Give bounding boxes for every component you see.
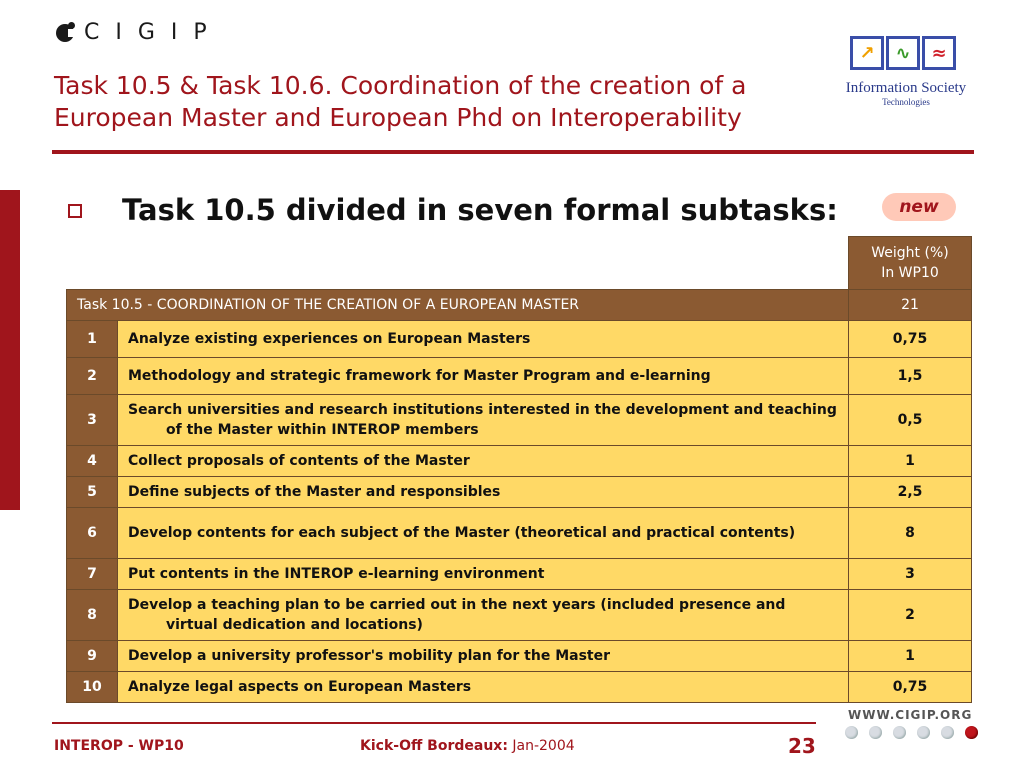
row-weight: 2 <box>849 590 972 641</box>
wave-icon: ∿ <box>886 36 920 70</box>
row-description <box>118 395 849 446</box>
row-description-text: Put contents in the INTEROP e-learning environment <box>128 566 545 582</box>
dot-icon <box>893 726 906 739</box>
weight-header-line1: Weight (%) <box>871 245 949 261</box>
row-description <box>118 477 849 508</box>
row-weight: 1 <box>849 446 972 477</box>
footer-rule <box>52 722 816 724</box>
table-row <box>67 321 972 358</box>
row-weight: 3 <box>849 559 972 590</box>
table-row <box>67 395 972 446</box>
row-description <box>118 508 849 559</box>
row-number: 8 <box>67 590 118 641</box>
subtasks-table <box>66 236 972 703</box>
arrows-icon: ↗ <box>850 36 884 70</box>
weight-column-header <box>849 237 972 290</box>
table-row <box>67 559 972 590</box>
new-badge: new <box>882 193 956 221</box>
row-description <box>118 641 849 672</box>
group-weight: 21 <box>849 290 972 321</box>
row-description <box>118 559 849 590</box>
table-row <box>67 446 972 477</box>
row-description-text: Develop a university professor's mobility plan for the Master <box>128 648 611 664</box>
row-weight: 8 <box>849 508 972 559</box>
bullet-text: Task 10.5 divided in seven formal subtasks: <box>122 193 838 227</box>
ist-logo <box>832 36 980 108</box>
row-weight: 1 <box>849 641 972 672</box>
row-weight: 1,5 <box>849 358 972 395</box>
row-number: 5 <box>67 477 118 508</box>
row-weight: 2,5 <box>849 477 972 508</box>
dot-active-icon <box>965 726 978 739</box>
row-weight: 0,5 <box>849 395 972 446</box>
waves-icon: ≈ <box>922 36 956 70</box>
bullet-square-icon <box>68 204 82 218</box>
table-row <box>67 508 972 559</box>
row-description <box>118 358 849 395</box>
table-row <box>67 477 972 508</box>
row-number: 1 <box>67 321 118 358</box>
title-rule <box>52 150 974 154</box>
table-row <box>67 641 972 672</box>
row-description-text: Analyze legal aspects on European Masters <box>128 679 472 695</box>
row-description-text: Develop a teaching plan to be carried out in the next years (included presence and virtual dedication and locations) <box>128 597 786 633</box>
page-number: 23 <box>788 734 816 758</box>
row-number: 9 <box>67 641 118 672</box>
row-weight: 0,75 <box>849 321 972 358</box>
row-description-text: Methodology and strategic framework for Master Program and e-learning <box>128 368 711 384</box>
footer-event-date: Jan-2004 <box>512 738 575 754</box>
row-number: 6 <box>67 508 118 559</box>
row-number: 10 <box>67 672 118 703</box>
group-title: Task 10.5 - COORDINATION OF THE CREATION OF A EUROPEAN MASTER <box>67 290 849 321</box>
row-number: 4 <box>67 446 118 477</box>
side-accent-bar <box>0 190 20 510</box>
row-description-text: Define subjects of the Master and responsibles <box>128 484 501 500</box>
dot-icon <box>917 726 930 739</box>
ist-logo-sub: Technologies <box>882 97 930 107</box>
table-row <box>67 358 972 395</box>
dot-icon <box>845 726 858 739</box>
weight-header-row <box>67 237 972 290</box>
footer-event-label: Kick-Off Bordeaux: <box>360 738 508 754</box>
row-description-text: Search universities and research institutions interested in the development and teaching of the Master within INTEROP members <box>128 402 837 438</box>
cigip-logo <box>56 20 223 46</box>
row-description-text: Collect proposals of contents of the Master <box>128 453 470 469</box>
table-row <box>67 672 972 703</box>
cigip-logo-text: CIGIP <box>84 20 223 45</box>
row-number: 3 <box>67 395 118 446</box>
footer-event <box>360 738 575 754</box>
dot-icon <box>941 726 954 739</box>
cigip-mark-icon <box>56 22 78 44</box>
group-row <box>67 290 972 321</box>
row-weight: 0,75 <box>849 672 972 703</box>
row-description-text: Develop contents for each subject of the Master (theoretical and practical contents) <box>128 525 796 541</box>
ist-logo-name: Information Society <box>845 80 967 96</box>
row-number: 7 <box>67 559 118 590</box>
row-description <box>118 446 849 477</box>
row-description-text: Analyze existing experiences on European Masters <box>128 331 531 347</box>
slide-title: Task 10.5 & Task 10.6. Coordination of the creation of a European Master and European Phd on Interoperability <box>54 71 747 132</box>
dot-icon <box>869 726 882 739</box>
row-description <box>118 321 849 358</box>
progress-dots <box>845 726 978 739</box>
row-description <box>118 590 849 641</box>
table-row <box>67 590 972 641</box>
site-url: WWW.CIGIP.ORG <box>848 708 973 722</box>
row-number: 2 <box>67 358 118 395</box>
row-description <box>118 672 849 703</box>
footer-project: INTEROP - WP10 <box>54 738 184 754</box>
weight-header-line2: In WP10 <box>881 265 939 281</box>
